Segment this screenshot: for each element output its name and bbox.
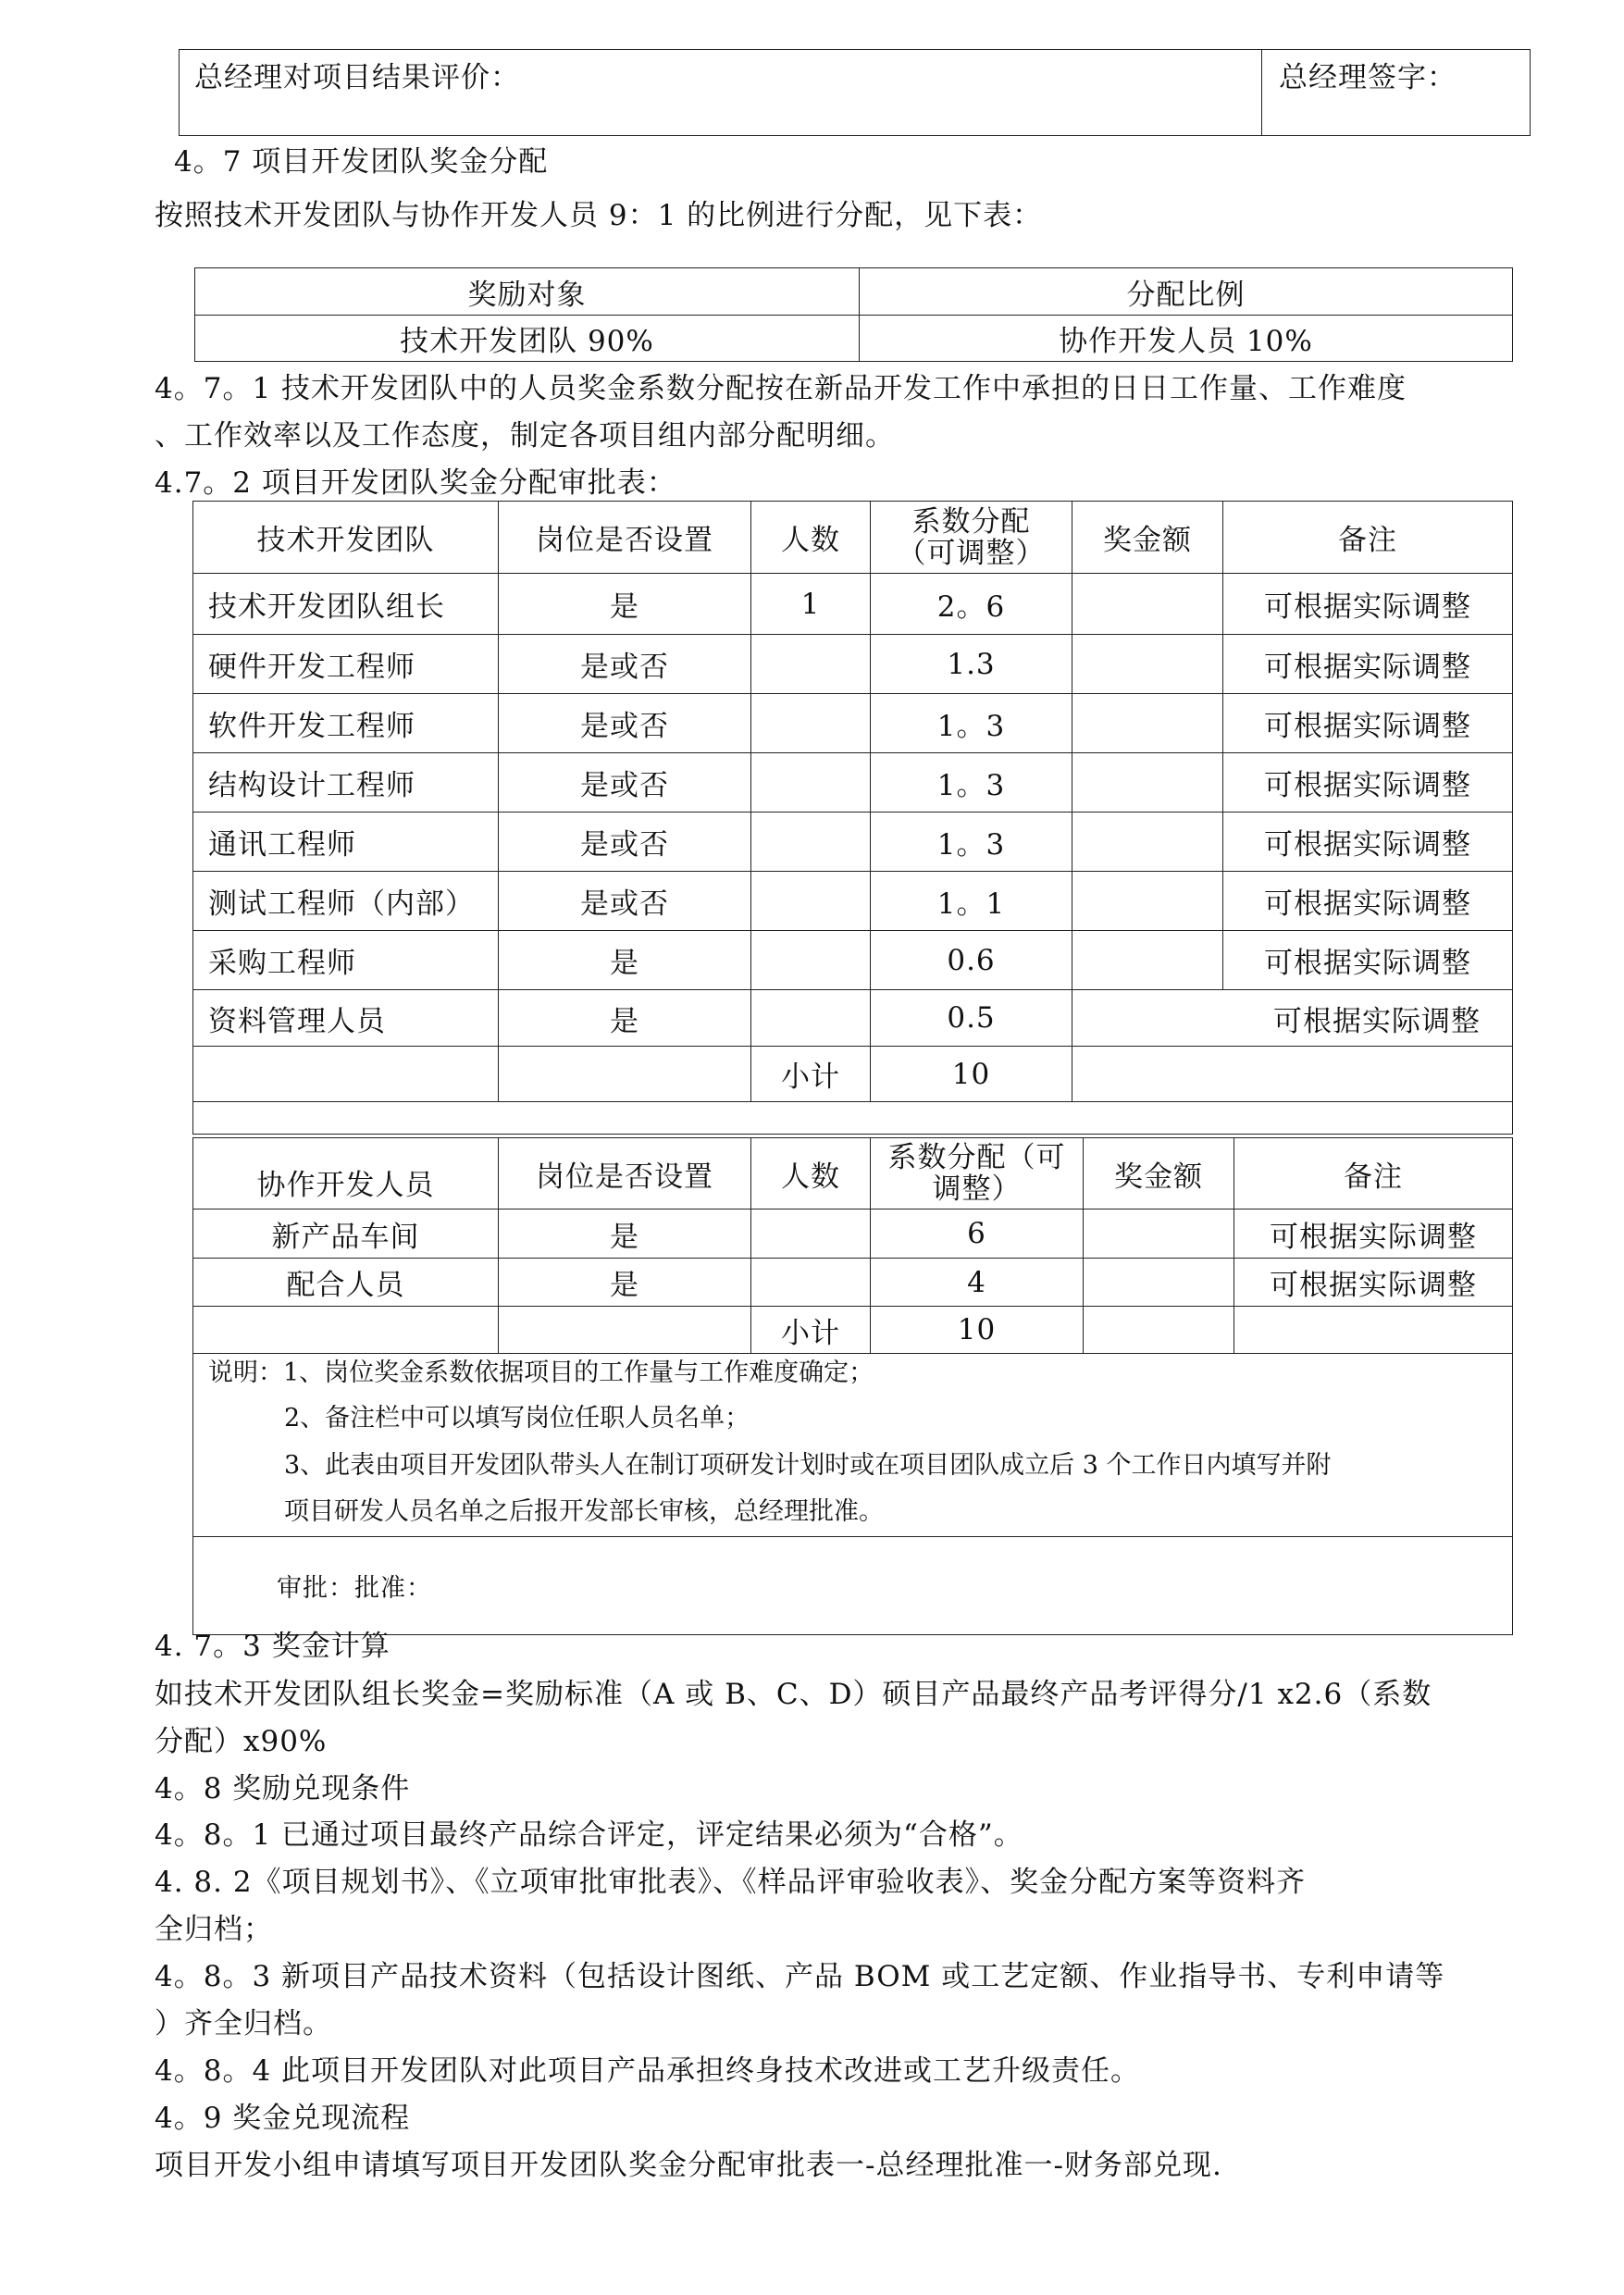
- coop-header-post: 岗位是否设置: [499, 1138, 751, 1210]
- note-1: 说明：1、岗位奖金系数依据项目的工作量与工作难度确定；: [208, 1358, 874, 1387]
- count-cell: [751, 931, 871, 990]
- table-row: [193, 574, 1513, 635]
- section-4-7-heading: 4。7 项目开发团队奖金分配: [174, 145, 549, 179]
- approval-cell: [193, 1537, 1513, 1635]
- count-cell: [751, 1259, 871, 1307]
- section-4-8-2a: 4. 8. 2《项目规划书》、《立项审批审批表》、《样品评审验收表》、奖金分配方案等资料齐: [155, 1866, 1307, 1899]
- count-cell: [751, 990, 871, 1047]
- coef-cell: 1.3: [871, 635, 1072, 694]
- table-row: [193, 990, 1513, 1047]
- subtotal-label: 小计: [751, 1047, 871, 1102]
- team-header-coef: 系数分配 （可调整）: [871, 502, 1072, 574]
- section-4-7-intro: 按照技术开发团队与协作开发人员 9：1 的比例进行分配，见下表：: [155, 199, 1043, 232]
- empty-cell: [1084, 1307, 1234, 1354]
- note-2: 2、备注栏中可以填写岗位任职人员名单；: [284, 1404, 750, 1433]
- coef-cell: 1。3: [871, 694, 1072, 753]
- section-4-9-process: 项目开发小组申请填写项目开发团队奖金分配审批表一-总经理批准一-财务部兑现.: [155, 2149, 1222, 2182]
- team-header-post: 岗位是否设置: [499, 502, 751, 574]
- coop-header-bonus: 奖金额: [1084, 1138, 1234, 1210]
- section-4-9-heading: 4。9 奖金兑现流程: [155, 2102, 411, 2135]
- ratio-header-ratio: 分配比例: [860, 268, 1513, 316]
- remark-cell: 可根据实际调整: [1223, 753, 1513, 813]
- gm-evaluation-table: [179, 49, 1531, 136]
- table-row: [193, 1259, 1513, 1307]
- section-4-7-1-line1: 4。7。1 技术开发团队中的人员奖金系数分配按在新品开发工作中承担的日日工作量、工作难度: [155, 372, 1407, 405]
- ratio-coop: 协作开发人员 10%: [860, 316, 1513, 362]
- table-row: [193, 872, 1513, 931]
- team-approval-table: [192, 501, 1513, 1135]
- section-4-8-4: 4。8。4 此项目开发团队对此项目产品承担终身技术改进或工艺升级责任。: [155, 2054, 1141, 2088]
- count-cell: [751, 872, 871, 931]
- section-4-7-3-line1: 如技术开发团队组长奖金=奖励标准（A 或 B、C、D）硕目产品最终产品考评得分/1 x2.6（系数: [155, 1678, 1432, 1711]
- section-4-8-2b: 全归档；: [155, 1913, 273, 1946]
- count-cell: [751, 635, 871, 694]
- remark-cell: 可根据实际调整: [1223, 813, 1513, 872]
- coef-cell: 6: [871, 1210, 1084, 1259]
- coef-cell: 0.5: [871, 990, 1072, 1047]
- gm-evaluation-cell: 总经理对项目结果评价：: [180, 50, 1262, 136]
- remark-cell: 可根据实际调整: [1223, 574, 1513, 635]
- ratio-team: 技术开发团队 90%: [195, 316, 860, 362]
- remark-cell: 可根据实际调整: [1223, 635, 1513, 694]
- spacer-row: [193, 1102, 1513, 1135]
- remark-cell: 可根据实际调整: [1223, 931, 1513, 990]
- role-cell: 测试工程师（内部）: [193, 872, 499, 931]
- remark-cell: 可根据实际调整: [1234, 1210, 1513, 1259]
- section-4-7-2-heading: 4.7。2 项目开发团队奖金分配审批表：: [155, 466, 676, 500]
- empty-cell: [1072, 1047, 1513, 1102]
- post-cell: 是: [499, 1210, 751, 1259]
- post-cell: 是或否: [499, 635, 751, 694]
- role-cell: 结构设计工程师: [193, 753, 499, 813]
- remark-cell: 可根据实际调整: [1223, 872, 1513, 931]
- bonus-cell: [1084, 1210, 1234, 1259]
- bonus-cell: [1072, 635, 1223, 694]
- post-cell: 是: [499, 1259, 751, 1307]
- role-cell: 软件开发工程师: [193, 694, 499, 753]
- bonus-cell: [1072, 694, 1223, 753]
- count-cell: [751, 1210, 871, 1259]
- remark-cell: 可根据实际调整: [1072, 990, 1513, 1047]
- subtotal-row: [193, 1307, 1513, 1354]
- bonus-cell: [1072, 753, 1223, 813]
- coop-header-remark: 备注: [1234, 1138, 1513, 1210]
- subtotal-row: [193, 1047, 1513, 1102]
- count-cell: 1: [751, 574, 871, 635]
- section-4-7-3-heading: 4. 7。3 奖金计算: [155, 1630, 391, 1663]
- subtotal-value: 10: [871, 1047, 1072, 1102]
- post-cell: 是或否: [499, 694, 751, 753]
- note-3: 3、此表由项目开发团队带头人在制订项研发计划时或在项目团队成立后 3 个工作日内填写并附: [284, 1451, 1332, 1480]
- team-header-count: 人数: [751, 502, 871, 574]
- coef-cell: 2。6: [871, 574, 1072, 635]
- table-row: [193, 635, 1513, 694]
- team-header-remark: 备注: [1223, 502, 1513, 574]
- role-cell: 配合人员: [193, 1259, 499, 1307]
- post-cell: 是: [499, 931, 751, 990]
- remark-cell: 可根据实际调整: [1234, 1259, 1513, 1307]
- ratio-table: [194, 267, 1513, 362]
- post-cell: 是或否: [499, 813, 751, 872]
- empty-cell: [1234, 1307, 1513, 1354]
- subtotal-value: 10: [871, 1307, 1084, 1354]
- bonus-cell: [1072, 574, 1223, 635]
- coop-header-staff: 协作开发人员: [193, 1138, 499, 1210]
- post-cell: 是或否: [499, 872, 751, 931]
- section-4-7-1-line2: 、工作效率以及工作态度，制定各项目组内部分配明细。: [155, 419, 895, 453]
- bonus-cell: [1072, 872, 1223, 931]
- empty-cell: [499, 1047, 751, 1102]
- approval-label: 审批：批准：: [277, 1574, 432, 1603]
- team-header-team: 技术开发团队: [193, 502, 499, 574]
- table-row: [193, 753, 1513, 813]
- section-4-8-1: 4。8。1 已通过项目最终产品综合评定，评定结果必须为“合格”。: [155, 1818, 1023, 1852]
- team-header-bonus: 奖金额: [1072, 502, 1223, 574]
- table-row: [193, 1210, 1513, 1259]
- note-4: 项目研发人员名单之后报开发部长审核，总经理批准。: [284, 1497, 884, 1526]
- role-cell: 硬件开发工程师: [193, 635, 499, 694]
- empty-cell: [193, 1307, 499, 1354]
- count-cell: [751, 694, 871, 753]
- remark-cell: 可根据实际调整: [1223, 694, 1513, 753]
- count-cell: [751, 813, 871, 872]
- role-cell: 新产品车间: [193, 1210, 499, 1259]
- empty-cell: [499, 1307, 751, 1354]
- coop-header-count: 人数: [751, 1138, 871, 1210]
- bonus-cell: [1072, 813, 1223, 872]
- count-cell: [751, 753, 871, 813]
- table-row: [193, 694, 1513, 753]
- section-4-8-heading: 4。8 奖励兑现条件: [155, 1772, 411, 1805]
- table-row: [193, 813, 1513, 872]
- coef-cell: 0.6: [871, 931, 1072, 990]
- post-cell: 是: [499, 574, 751, 635]
- coop-header-coef: 系数分配（可 调整）: [871, 1138, 1084, 1210]
- section-4-8-3b: ）齐全归档。: [155, 2007, 332, 2041]
- coef-cell: 1。1: [871, 872, 1072, 931]
- gm-signature-cell: 总经理签字：: [1262, 50, 1531, 136]
- section-4-7-3-line2: 分配）x90%: [155, 1725, 328, 1758]
- coef-cell: 4: [871, 1259, 1084, 1307]
- post-cell: 是: [499, 990, 751, 1047]
- subtotal-label: 小计: [751, 1307, 871, 1354]
- section-4-8-3a: 4。8。3 新项目产品技术资料（包括设计图纸、产品 BOM 或工艺定额、作业指导书、专利申请等: [155, 1960, 1445, 1993]
- table-row: [193, 931, 1513, 990]
- role-cell: 采购工程师: [193, 931, 499, 990]
- post-cell: 是或否: [499, 753, 751, 813]
- role-cell: 通讯工程师: [193, 813, 499, 872]
- role-cell: 资料管理人员: [193, 990, 499, 1047]
- coef-cell: 1。3: [871, 753, 1072, 813]
- role-cell: 技术开发团队组长: [193, 574, 499, 635]
- ratio-header-target: 奖励对象: [195, 268, 860, 316]
- bonus-cell: [1072, 931, 1223, 990]
- coef-cell: 1。3: [871, 813, 1072, 872]
- bonus-cell: [1084, 1259, 1234, 1307]
- empty-cell: [193, 1047, 499, 1102]
